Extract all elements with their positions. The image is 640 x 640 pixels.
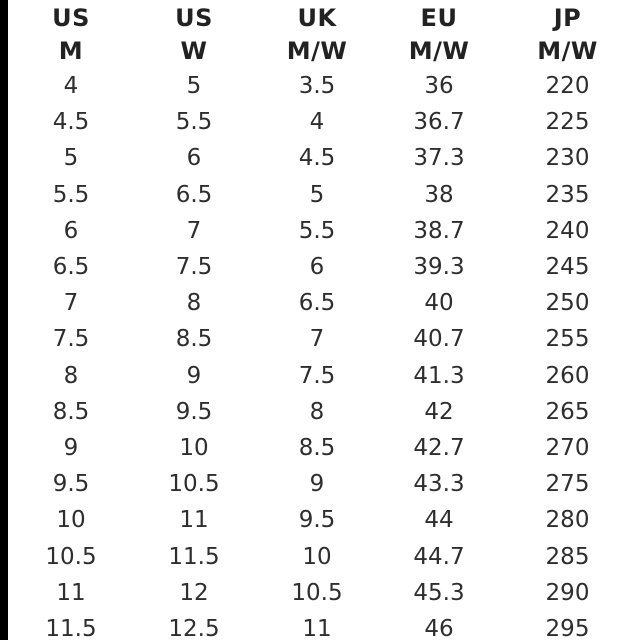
cell-uk: 7.5: [298, 362, 336, 389]
cell-us-women: 11: [179, 507, 209, 534]
cell-jp: 265: [545, 398, 590, 425]
header-row-gender: [10, 35, 635, 68]
cell-us-women: 6: [186, 145, 202, 172]
cell-jp: 285: [545, 543, 590, 570]
table-row: [10, 611, 635, 640]
cell-us-women: 12: [179, 579, 209, 606]
table-row: [10, 502, 635, 538]
cell-jp: 230: [545, 145, 590, 172]
cell-eu: 38: [424, 181, 454, 208]
cell-eu: 44.7: [413, 543, 465, 570]
header-eu-region: EU: [420, 4, 458, 32]
table-row: [10, 177, 635, 213]
cell-uk: 9.5: [298, 507, 336, 534]
cell-eu: 36.7: [413, 109, 465, 136]
table-row: [10, 68, 635, 104]
cell-uk: 3.5: [298, 73, 336, 99]
cell-jp: 225: [545, 109, 590, 136]
header-uk-region: UK: [297, 4, 337, 32]
cell-jp: 255: [545, 326, 590, 353]
cell-jp: 240: [545, 217, 590, 244]
header-jp-gender: M/W: [537, 37, 598, 65]
cell-uk: 10.5: [291, 579, 343, 606]
cell-us-men: 4.5: [52, 109, 90, 136]
cell-eu: 40: [424, 290, 454, 317]
cell-uk: 8: [309, 398, 325, 425]
cell-jp: 220: [545, 73, 590, 99]
cell-jp: 260: [545, 362, 590, 389]
cell-uk: 4.5: [298, 145, 336, 172]
cell-uk: 9: [309, 471, 325, 498]
cell-us-women: 11.5: [168, 543, 220, 570]
cell-eu: 45.3: [413, 579, 465, 606]
cell-us-men: 11.5: [45, 616, 97, 640]
cell-us-women: 6.5: [175, 181, 213, 208]
cell-us-men: 6.5: [52, 254, 90, 281]
cell-us-women: 7: [186, 217, 202, 244]
cell-eu: 41.3: [413, 362, 465, 389]
cell-us-women: 10: [179, 435, 209, 462]
cell-uk: 6: [309, 254, 325, 281]
header-jp-region: JP: [553, 4, 582, 32]
cell-us-men: 4: [63, 73, 79, 99]
table-row: [10, 213, 635, 249]
cell-eu: 39.3: [413, 254, 465, 281]
cell-uk: 5.5: [298, 217, 336, 244]
cell-us-men: 9: [63, 435, 79, 462]
cell-us-men: 9.5: [52, 471, 90, 498]
cell-us-women: 5: [186, 73, 202, 99]
cell-us-men: 7: [63, 290, 79, 317]
cell-jp: 295: [545, 616, 590, 640]
cell-uk: 10: [302, 543, 332, 570]
cell-us-women: 9: [186, 362, 202, 389]
cell-us-men: 11: [56, 579, 86, 606]
cell-eu: 36: [424, 73, 454, 99]
table-header: [10, 2, 635, 68]
cell-uk: 8.5: [298, 435, 336, 462]
cell-jp: 245: [545, 254, 590, 281]
cell-us-men: 10: [56, 507, 86, 534]
left-edge-bar: [0, 0, 8, 640]
cell-jp: 280: [545, 507, 590, 534]
cell-eu: 43.3: [413, 471, 465, 498]
cell-jp: 270: [545, 435, 590, 462]
cell-us-men: 5: [63, 145, 79, 172]
table-row: [10, 140, 635, 176]
header-uk-gender: M/W: [286, 37, 348, 65]
cell-us-women: 12.5: [168, 616, 220, 640]
table-row: [10, 285, 635, 321]
cell-us-men: 8: [63, 362, 79, 389]
cell-eu: 37.3: [413, 145, 465, 172]
cell-uk: 4: [309, 109, 325, 136]
table-row: [10, 430, 635, 466]
cell-us-men: 8.5: [52, 398, 90, 425]
cell-us-men: 5.5: [52, 181, 90, 208]
table-row: [10, 466, 635, 502]
cell-eu: 42: [424, 398, 454, 425]
header-us-women-region: US: [175, 4, 213, 32]
table-row: [10, 249, 635, 285]
table-row: [10, 575, 635, 611]
table-row: [10, 321, 635, 357]
cell-jp: 250: [545, 290, 590, 317]
cell-eu: 40.7: [413, 326, 465, 353]
cell-us-men: 6: [63, 217, 79, 244]
cell-eu: 46: [424, 616, 454, 640]
cell-jp: 290: [545, 579, 590, 606]
cell-uk: 7: [309, 326, 325, 353]
cell-us-women: 7.5: [175, 254, 213, 281]
cell-us-men: 10.5: [45, 543, 97, 570]
cell-jp: 235: [545, 181, 590, 208]
table-row: [10, 394, 635, 430]
header-row-region: [10, 2, 635, 35]
cell-us-women: 8: [186, 290, 202, 317]
cell-us-women: 9.5: [175, 398, 213, 425]
table-row: [10, 358, 635, 394]
size-conversion-table: [10, 2, 635, 640]
cell-eu: 38.7: [413, 217, 465, 244]
cell-jp: 275: [545, 471, 590, 498]
table-row: [10, 539, 635, 575]
header-us-men-region: US: [52, 4, 90, 32]
cell-us-women: 8.5: [175, 326, 213, 353]
table-body: [10, 68, 635, 640]
table-row: [10, 104, 635, 140]
cell-eu: 42.7: [413, 435, 465, 462]
cell-uk: 11: [302, 616, 332, 640]
cell-us-women: 5.5: [175, 109, 213, 136]
header-us-women-gender: W: [180, 37, 208, 65]
header-eu-gender: M/W: [408, 37, 470, 65]
cell-us-women: 10.5: [168, 471, 220, 498]
cell-us-men: 7.5: [52, 326, 90, 353]
cell-uk: 6.5: [298, 290, 336, 317]
header-us-men-gender: M: [58, 37, 84, 65]
cell-eu: 44: [424, 507, 454, 534]
cell-uk: 5: [309, 181, 325, 208]
